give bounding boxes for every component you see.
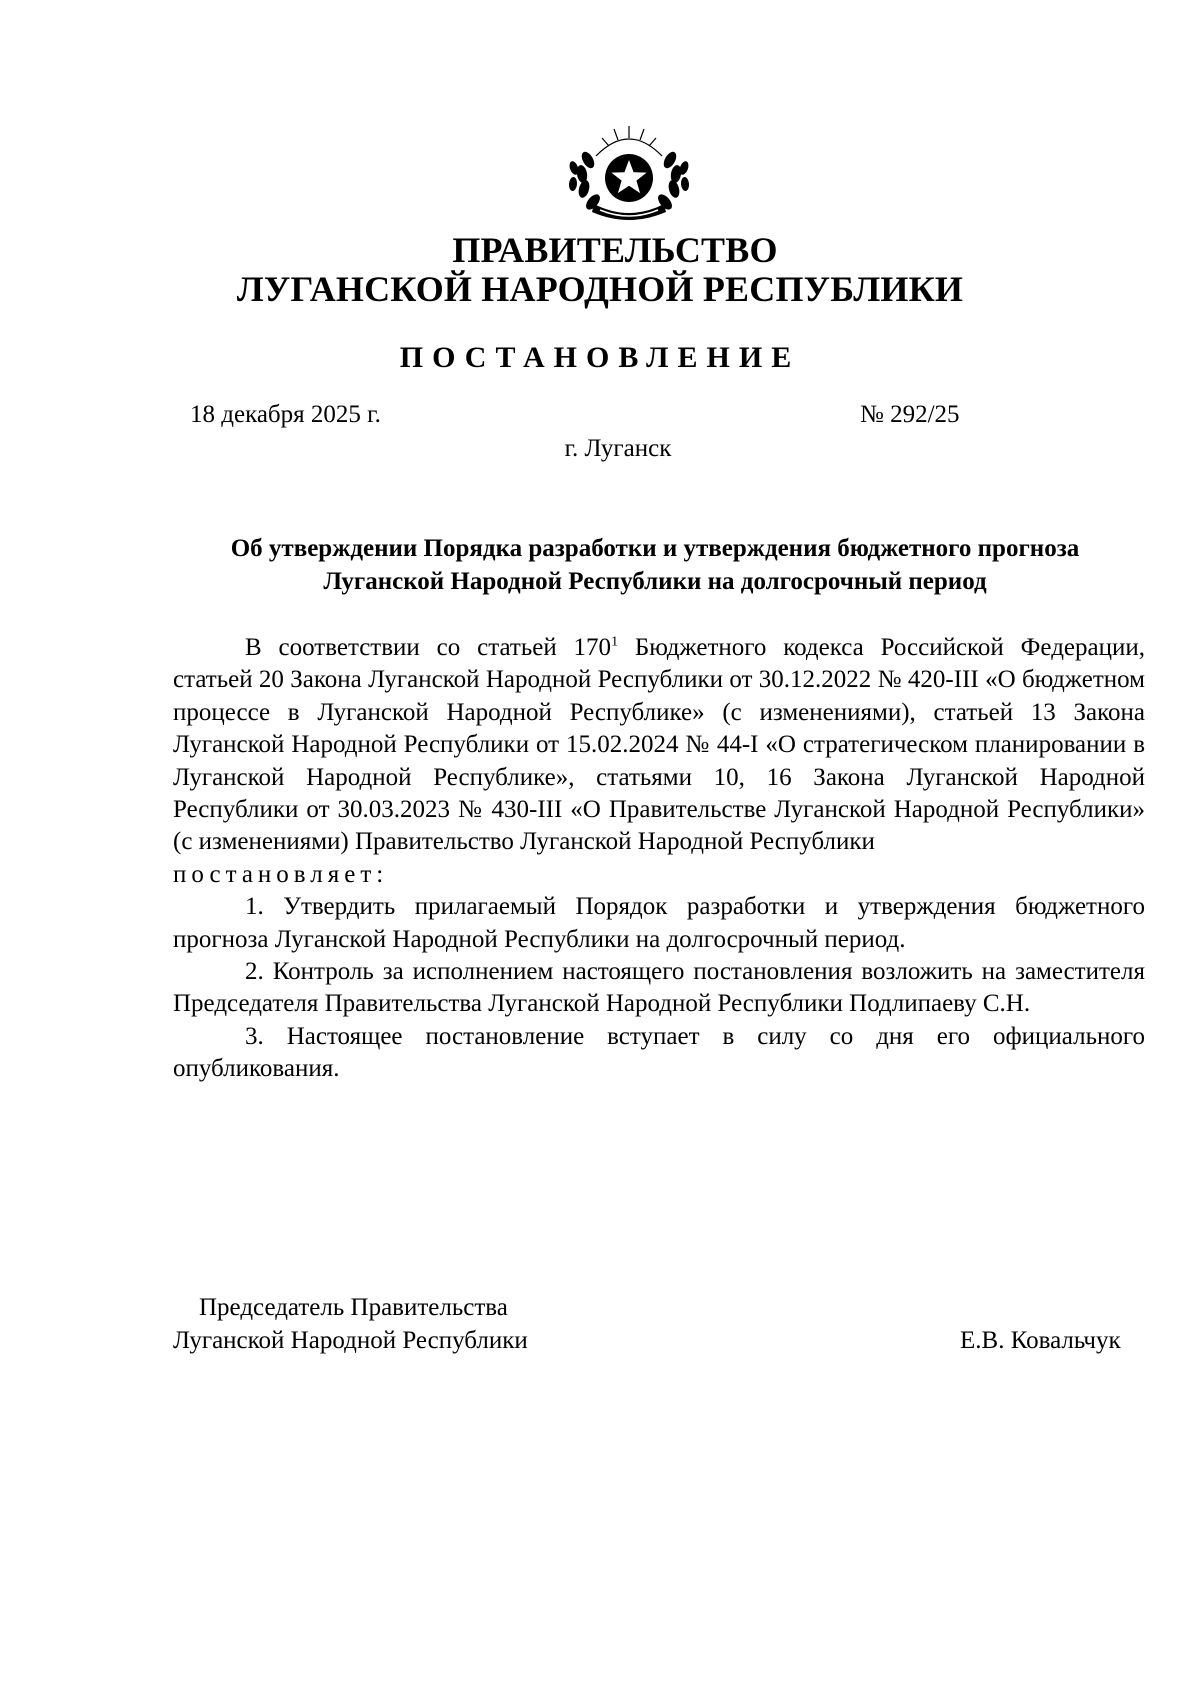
document-city: г. Луганск	[564, 435, 672, 462]
document-subject	[160, 532, 1150, 598]
signer-position-line1: Председатель Правительства	[199, 1294, 508, 1321]
signer-position-line2: Луганской Народной Республики	[173, 1327, 528, 1354]
signer-name: Е.В. Ковальчук	[960, 1327, 1121, 1354]
document-type-heading: ПОСТАНОВЛЕНИЕ	[399, 341, 801, 374]
preamble-superscript: 1	[611, 634, 619, 650]
government-title-line1: ПРАВИТЕЛЬСТВО	[452, 230, 778, 270]
preamble-paragraph	[173, 632, 1145, 859]
item-2: 2. Контроль за исполнением настоящего постановления возложить на заместителя Председателя Правительства Луганской Народной Республики Подлипаеву С.Н.	[173, 958, 1145, 1018]
preamble-text-part2: Бюджетного кодекса Российской Федерации, статьей 20 Закона Луганской Народной Республики от 30.12.2022 № 420-III «О бюджетном процессе в Луганской Народной Республике» (с изменениями), статьей 13 Закона Луганской Народной Республики от 15.02.2024 № 44-I «О стратегическом планировании в Луганской Народной Республике», статьями 10, 16 Закона Луганской Народной Республики от 30.03.2023 № 430-III «О Правительстве Луганской Народной Республики» (с изменениями) Правительство Луганской Народной Республики	[173, 634, 1145, 856]
item-3: 3. Настоящее постановление вступает в силу со дня его официального опубликования.	[173, 1022, 1145, 1083]
subject-line1: Об утверждении Порядка разработки и утверждения бюджетного прогноза	[230, 535, 1080, 562]
resolves-word: постановляет:	[173, 860, 389, 888]
lpr-coat-of-arms-icon	[566, 118, 692, 226]
item-1: 1. Утвердить прилагаемый Порядок разработки и утверждения бюджетного прогноза Луганской Народной Республики на долгосрочный период.	[173, 893, 1145, 953]
document-number: № 292/25	[860, 401, 960, 428]
government-title-line2: ЛУГАНСКОЙ НАРОДНОЙ РЕСПУБЛИКИ	[236, 269, 964, 309]
document-date: 18 декабря 2025 г.	[190, 401, 381, 428]
preamble-text-part1: В соответствии со статьей 170	[245, 634, 612, 661]
signer-position	[173, 1291, 528, 1357]
document-body	[173, 632, 1145, 1086]
subject-line2: Луганской Народной Республики на долгосрочный период	[323, 568, 987, 595]
